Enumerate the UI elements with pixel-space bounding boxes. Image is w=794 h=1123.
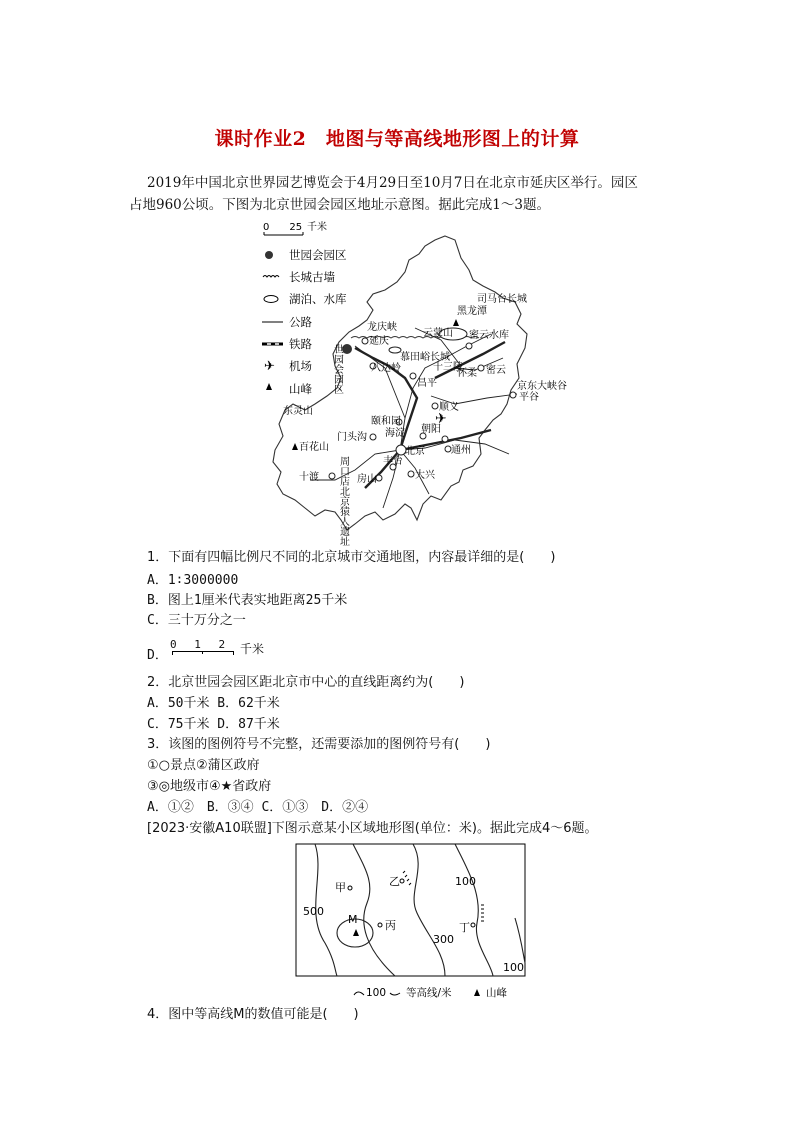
intro-line-2: 占地960公顷。下图为北京世园会园区地址示意图。据此完成1～3题。 <box>129 197 550 213</box>
point-bing <box>378 923 382 927</box>
legend-peak-icon <box>474 989 480 996</box>
contour-legend <box>352 983 532 1001</box>
airport-icon-map: ✈ <box>435 411 447 427</box>
point-yi <box>400 879 404 883</box>
place-shisanling: 十三陵 <box>433 362 463 373</box>
scale-unit: 千米 <box>307 222 327 233</box>
filled-dot-icon <box>265 251 273 259</box>
peak-baihuashan <box>292 443 298 450</box>
place-yanqing: 延庆 <box>369 336 389 347</box>
q1-d-scale-mid <box>202 651 203 654</box>
label-jia: 甲 <box>335 881 346 894</box>
q3-stem: 3．该图的图例符号不完整，还需要添加的图例符号有( ) <box>147 737 491 752</box>
contour-map <box>295 843 527 979</box>
label-m: M <box>348 913 358 926</box>
legend-contour-label: 等高线/米 <box>406 987 452 999</box>
q2-stem: 2．北京世园会园区距北京市中心的直线距离约为( ) <box>147 675 465 690</box>
peak-yunmengshan <box>453 319 459 326</box>
q2-options-cd: C．75千米 D．87千米 <box>147 717 280 732</box>
legend-label-park: 世园会园区 <box>289 248 347 262</box>
legend-label-road: 公路 <box>289 315 312 329</box>
value-100-top: 100 <box>455 875 476 888</box>
place-miyun-reservoir: 密云水库 <box>469 330 509 341</box>
place-baihuashan: 百花山 <box>299 442 329 453</box>
legend-peak-label: 山峰 <box>486 987 507 999</box>
point-jia <box>348 886 352 890</box>
legend-label-lake: 湖泊、水库 <box>289 292 347 306</box>
place-expo-park: 世园会园区 <box>331 344 343 394</box>
place-pinggu: 平谷 <box>519 392 539 403</box>
label-bing: 丙 <box>385 919 396 932</box>
legend-label-airport: 机场 <box>289 359 312 373</box>
place-huairou: 怀柔 <box>457 368 477 379</box>
point-ding <box>471 923 475 927</box>
place-jingdong-canyon: 京东大峡谷 <box>517 381 567 392</box>
place-fangshan: 房山 <box>357 474 377 485</box>
great-wall-icon <box>263 276 279 278</box>
place-changping: 昌平 <box>417 378 437 389</box>
place-simatai: 司马台长城 <box>477 294 527 305</box>
intro-line-1: 2019年中国北京世界园艺博览会于4月29日至10月7日在北京市延庆区举行。园区 <box>147 175 638 191</box>
place-beijing: 北京 <box>405 446 425 457</box>
place-yiheyuan: 颐和园 <box>371 416 401 427</box>
place-donglingshan: 东灵山 <box>283 406 313 417</box>
place-miyun: 密云 <box>486 365 506 376</box>
place-shunyi: 顺义 <box>439 402 459 413</box>
q1-d-scale-unit: 千米 <box>240 642 265 656</box>
value-500: 500 <box>303 905 324 918</box>
legend-value: 100 <box>366 987 387 999</box>
place-heilongtan: 黑龙潭 <box>457 306 487 317</box>
q1-stem: 1．下面有四幅比例尺不同的北京城市交通地图，内容最详细的是( ) <box>147 550 556 565</box>
place-daxing: 大兴 <box>415 470 435 481</box>
label-ding: 丁 <box>459 921 470 934</box>
label-yi: 乙 <box>389 875 400 888</box>
q1-d-scale-numbers: 0 1 2 <box>170 638 226 651</box>
legend-label-railway: 铁路 <box>289 337 312 351</box>
place-tongzhou: 通州 <box>451 445 471 456</box>
value-300: 300 <box>433 933 454 946</box>
q1-option-a: A．1∶3000000 <box>147 573 239 588</box>
beijing-map <box>255 218 567 546</box>
place-shidu: 十渡 <box>299 472 319 483</box>
legend-label-peak: 山峰 <box>289 382 312 396</box>
place-badaling: 八达岭 <box>371 363 401 374</box>
q3-line-1: ①○景点②蒲区政府 <box>147 758 260 773</box>
legend-label-wall: 长城古墙 <box>289 270 335 284</box>
q3-line-2: ③◎地级市④★省政府 <box>147 779 272 794</box>
lake-icon <box>264 296 278 303</box>
map-scale <box>263 220 327 235</box>
q3-options: A．①② B．③④ C．①③ D．②④ <box>147 800 369 815</box>
place-longqingxia: 龙庆峡 <box>367 322 397 333</box>
place-chaoyang: 朝阳 <box>421 424 441 435</box>
scale-numbers: 0 25 <box>263 222 303 233</box>
section-intro-2: [2023·安徽A10联盟]下图示意某小区域地形图(单位：米)。据此完成4～6题。 <box>147 821 598 836</box>
place-yunmengshan: 云蒙山 <box>423 328 453 339</box>
place-fengtai: 丰台 <box>383 456 403 467</box>
expo-park-dot <box>342 344 352 354</box>
peak-icon <box>266 383 272 390</box>
page-title: 课时作业2 地图与等高线地形图上的计算 <box>214 128 580 150</box>
q1-option-c: C．三十万分之一 <box>147 613 246 628</box>
q1-d-scale-bar <box>172 651 234 655</box>
q1-option-b: B．图上1厘米代表实地距离25千米 <box>147 593 348 608</box>
value-100-bottom: 100 <box>503 961 524 974</box>
place-mutianyu: 慕田峪长城 <box>400 352 450 363</box>
place-zhoukoudian: 周口店北京猿人遗址 <box>337 456 349 546</box>
place-haidian: 海淀 <box>385 428 405 439</box>
q4-stem: 4．图中等高线M的数值可能是( ) <box>147 1007 359 1022</box>
q2-options-ab: A．50千米 B．62千米 <box>147 696 280 711</box>
place-mentougou: 门头沟 <box>337 432 367 443</box>
airport-icon: ✈ <box>264 359 275 374</box>
q1-option-d-label: D． <box>147 648 168 663</box>
